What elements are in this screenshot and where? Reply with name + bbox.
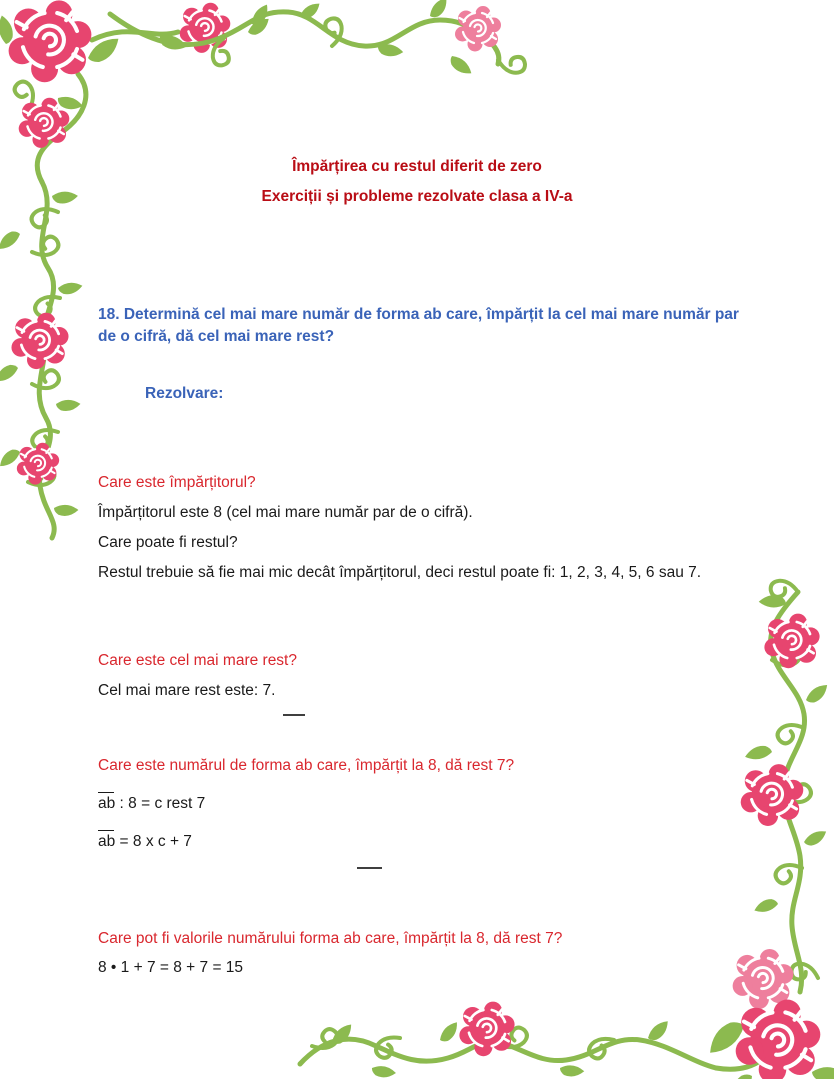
leaf-icon (370, 1060, 397, 1079)
question-largest-remainder: Care este cel mai mare rest? (98, 652, 297, 669)
vine-curl-icon (32, 233, 61, 263)
overline-mark-2 (357, 867, 382, 869)
equation-multiplication-rest: = 8 x c + 7 (115, 833, 192, 850)
leaf-icon (436, 1022, 463, 1044)
page-title-line2: Exerciții și probleme rezolvate clasa a IV-a (261, 188, 573, 205)
leaf-icon (448, 51, 472, 79)
problem-statement: 18. Determină cel mai mare număr de forma ab care, împărțit la cel mai mare număr par de o cifră, dă cel mai mare rest? (98, 306, 739, 345)
vine-curl-icon (11, 79, 41, 108)
question-divisor: Care este împărțitorul? (98, 474, 256, 491)
overline-mark-1 (283, 714, 305, 716)
vine-curl-icon (32, 366, 62, 396)
rose-icon (9, 0, 92, 82)
leaf-icon (52, 500, 79, 522)
leaf-icon (298, 3, 322, 20)
question-values: Care pot fi valorile numărului forma ab care, împărțit la 8, dă rest 7? (98, 930, 563, 947)
floral-left-vine (0, 182, 83, 538)
leaf-icon (803, 684, 830, 704)
vine-curl-icon (790, 961, 818, 982)
question-remainder: Care poate fi restul? (98, 534, 238, 551)
rose-icon (17, 443, 59, 485)
page-title-line1: Împărțirea cu restul diferit de zero (292, 158, 542, 175)
leaf-icon (803, 831, 827, 846)
leaf-icon (754, 898, 778, 913)
calculation-line: 8 • 1 + 7 = 8 + 7 = 15 (98, 959, 244, 976)
rose-icon (11, 313, 68, 369)
rose-icon (455, 6, 501, 52)
leaf-icon (0, 364, 20, 382)
ab-overline: ab (98, 795, 116, 812)
floral-right-vine (741, 576, 831, 992)
ab-overline: ab (98, 833, 116, 850)
question-number-form: Care este numărul de forma ab care, împărțit la 8, dă rest 7? (98, 757, 515, 774)
solution-heading: Rezolvare: (145, 385, 224, 402)
leaf-icon (57, 279, 83, 298)
floral-bottom-border (300, 949, 834, 1079)
equation-multiplication (98, 832, 192, 851)
leaf-icon (55, 395, 81, 416)
leaf-icon (745, 743, 773, 762)
answer-remainder: Restul trebuie să fie mai mic decât împărțitorul, deci restul poate fi: 1, 2, 3, 4, 5, 6 sau 7. (98, 564, 702, 581)
leaf-icon (426, 0, 453, 20)
leaf-icon (0, 230, 23, 250)
floral-top-border (110, 0, 527, 80)
vine-curl-icon (498, 53, 527, 76)
leaf-icon (724, 1071, 758, 1079)
equation-division-rest: : 8 = c rest 7 (115, 795, 206, 812)
rose-icon (741, 764, 804, 826)
answer-largest-remainder: Cel mai mare rest este: 7. (98, 682, 276, 699)
equation-division (98, 794, 205, 813)
leaf-icon (645, 1020, 673, 1042)
answer-divisor: Împărțitorul este 8 (cel mai mare număr par de o cifră). (98, 504, 473, 521)
